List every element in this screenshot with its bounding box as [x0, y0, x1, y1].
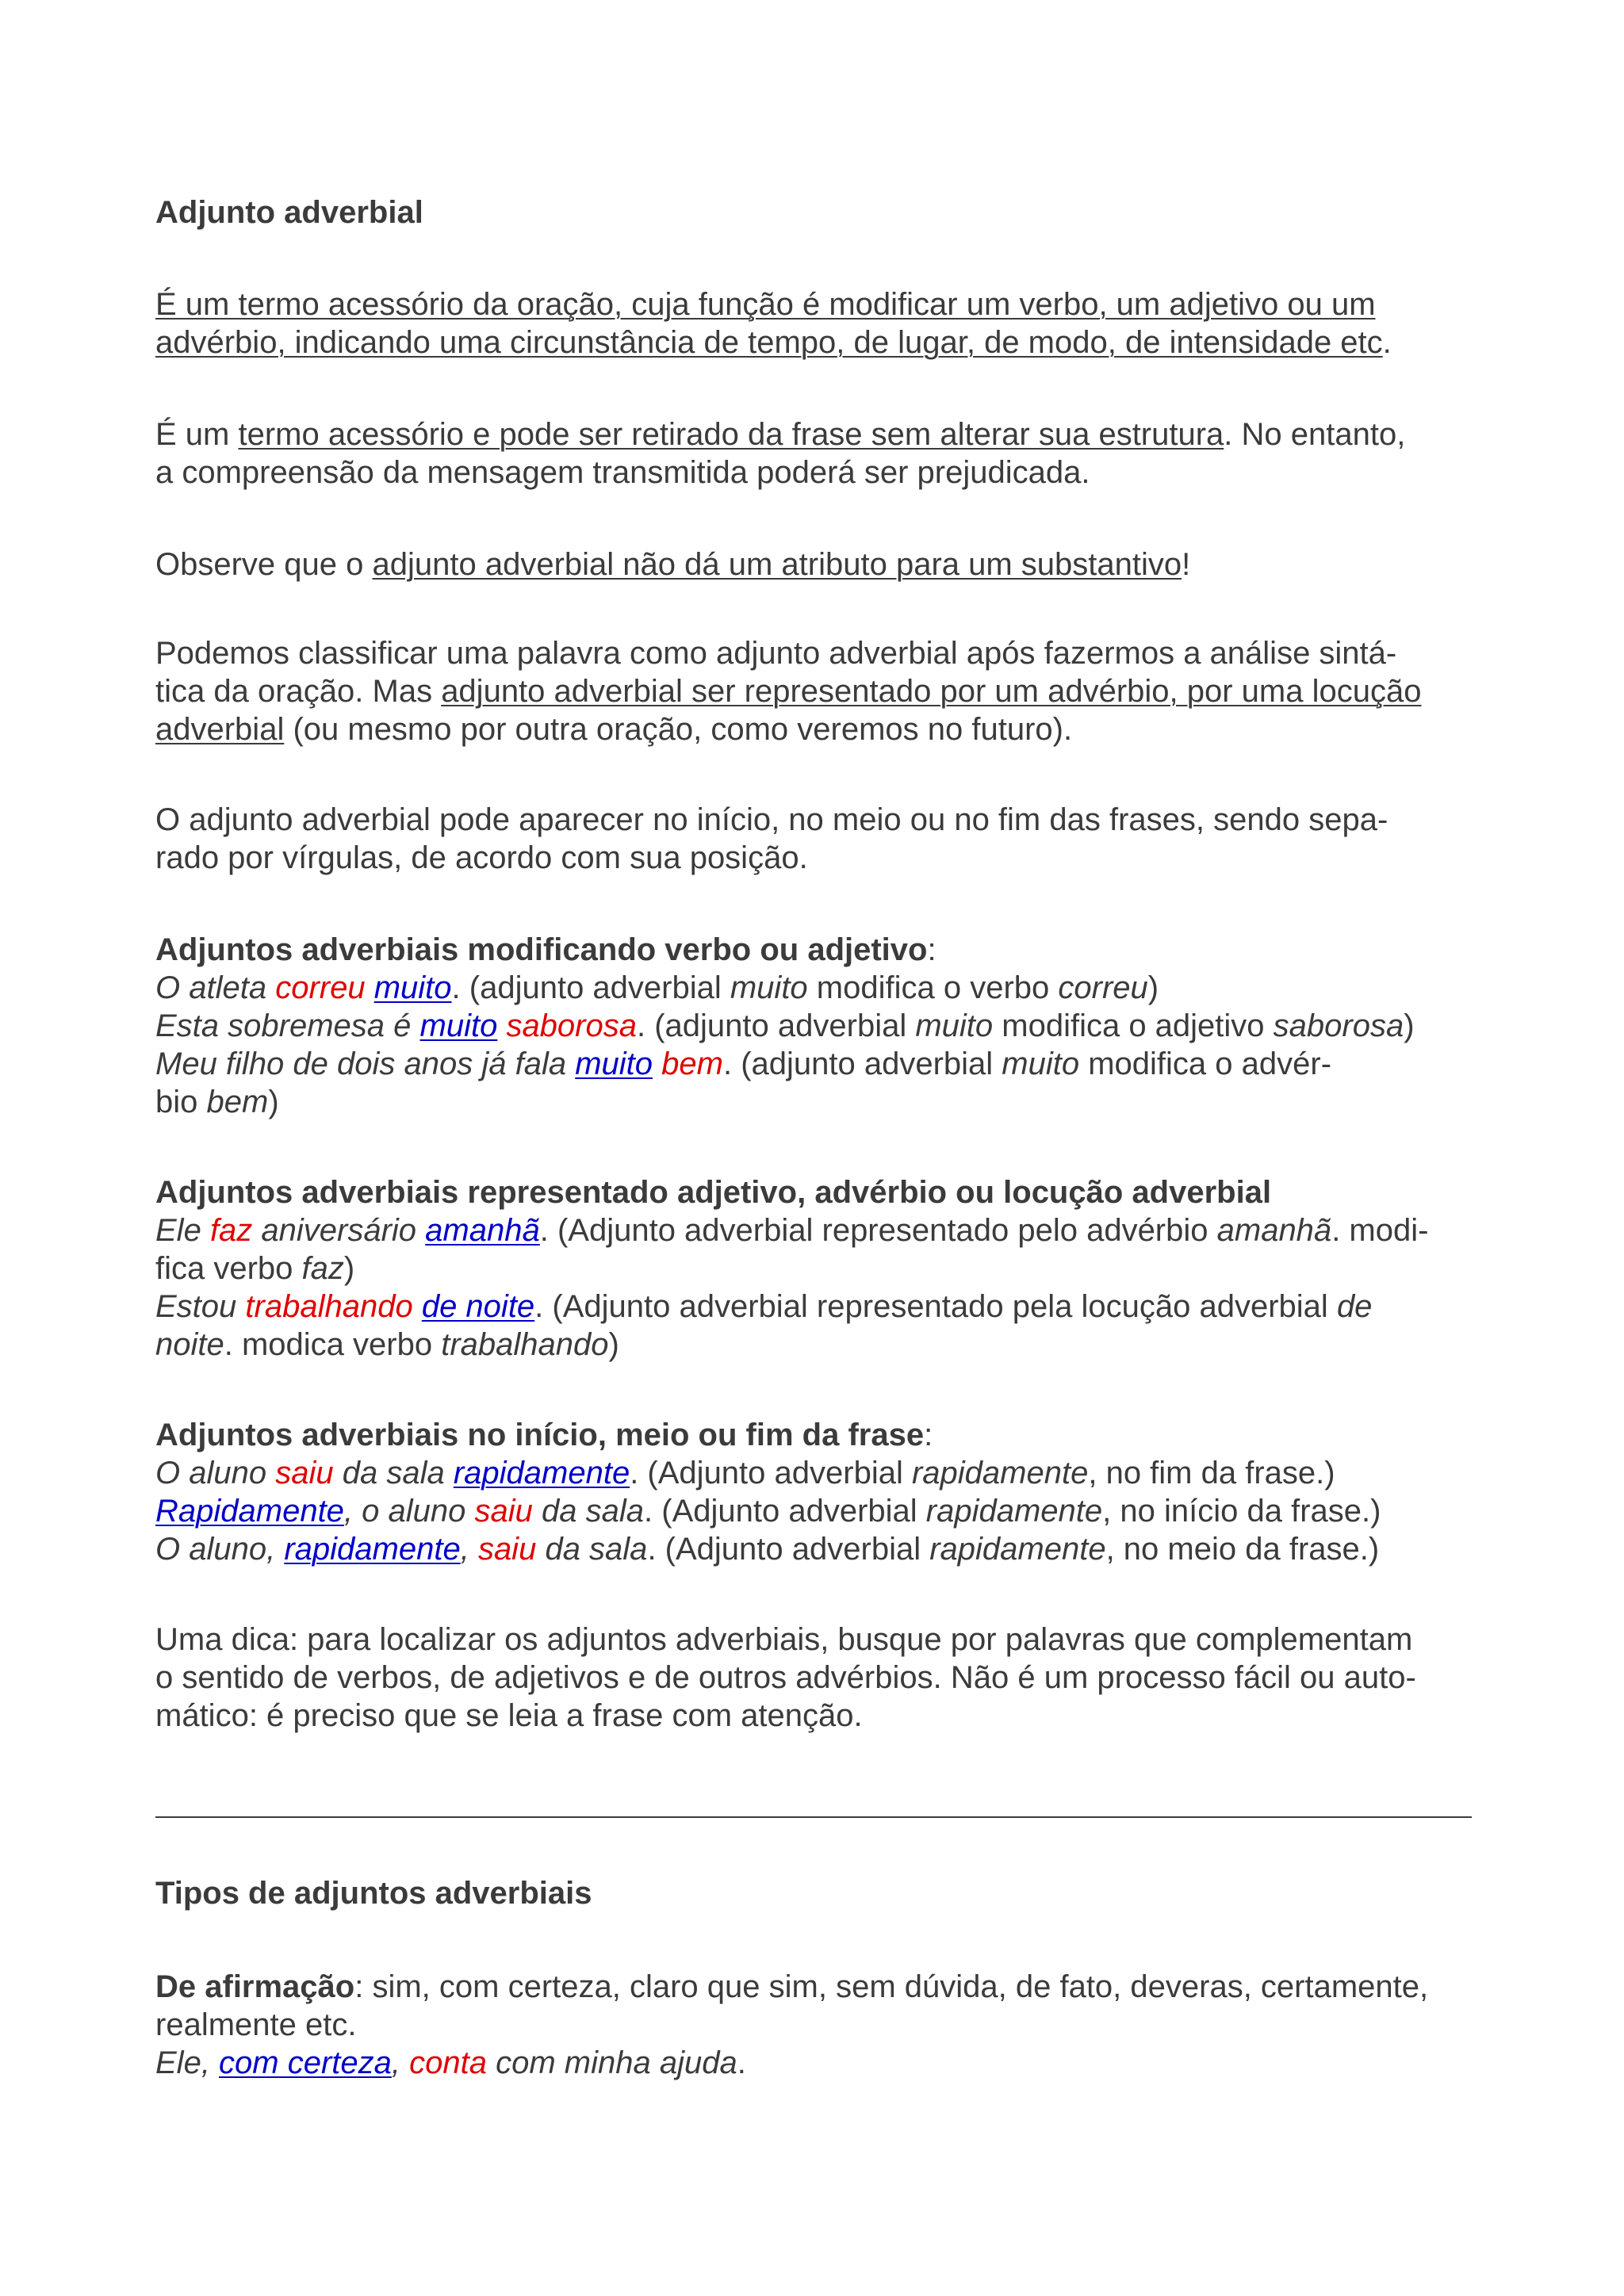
- definition-line-2: advérbio, indicando uma circunstância de tempo, de lugar, de modo, de intensidade etc: [155, 325, 1383, 360]
- affirmation-list: : sim, com certeza, claro que sim, sem dúvida, de fato, deveras, certamente,: [354, 1969, 1429, 2004]
- example-line: bio bem): [155, 1085, 279, 1119]
- paragraph-accessory: [155, 415, 1472, 492]
- page-title: Adjunto adverbial: [155, 195, 423, 230]
- paragraph-tip: [155, 1621, 1472, 1735]
- paragraph-position: [155, 801, 1472, 877]
- paragraph-observe: [155, 545, 1472, 584]
- affirmation-list-2: realmente etc.: [155, 2007, 357, 2042]
- section-title-types: Tipos de adjuntos adverbiais: [155, 1876, 592, 1911]
- section-modifying: [155, 931, 1472, 1121]
- heading-colon: :: [924, 1418, 933, 1452]
- accessory-line-2: a compreensão da mensagem transmitida poderá ser prejudicada.: [155, 455, 1090, 490]
- section-heading-position: Adjuntos adverbiais no início, meio ou fim da frase: [155, 1418, 925, 1452]
- classify-line-1: Podemos classificar uma palavra como adjunto adverbial após fazermos a análise sintá-: [155, 636, 1397, 671]
- section-heading-modifying: Adjuntos adverbiais modificando verbo ou adjetivo: [155, 932, 928, 967]
- section-heading-represented: Adjuntos adverbiais representado adjetivo, advérbio ou locução adverbial: [155, 1175, 1272, 1210]
- accessory-text-b: . No entanto,: [1224, 417, 1406, 452]
- example-line: noite. modica verbo trabalhando): [155, 1327, 619, 1362]
- section-affirmation: [155, 1968, 1472, 2082]
- heading-colon: :: [927, 932, 936, 967]
- example-line: Rapidamente, o aluno saiu da sala. (Adjunto adverbial rapidamente, no início da frase.): [155, 1494, 1381, 1529]
- observe-text-a: Observe que o: [155, 547, 373, 582]
- tip-line-1: Uma dica: para localizar os adjuntos adverbiais, busque por palavras que complementam: [155, 1622, 1413, 1657]
- accessory-text-a: É um: [155, 417, 239, 452]
- example-line: fica verbo faz): [155, 1251, 355, 1286]
- classify-line-2-underlined: adjunto adverbial ser representado por um advérbio, por uma locução: [441, 674, 1422, 709]
- paragraph-classify: [155, 634, 1472, 748]
- paragraph-definition: [155, 285, 1472, 362]
- example-line: Ele faz aniversário amanhã. (Adjunto adverbial representado pelo advérbio amanhã. modi-: [155, 1213, 1429, 1248]
- observe-text-b: !: [1182, 547, 1191, 582]
- accessory-underlined: termo acessório e pode ser retirado da frase sem alterar sua estrutura: [238, 417, 1224, 452]
- definition-line-1: É um termo acessório da oração, cuja função é modificar um verbo, um adjetivo ou um: [155, 287, 1376, 322]
- example-line: Meu filho de dois anos já fala muito bem. (adjunto adverbial muito modifica o advér-: [155, 1047, 1332, 1081]
- classify-line-2a: tica da oração. Mas: [155, 674, 442, 709]
- position-line-2: rado por vírgulas, de acordo com sua posição.: [155, 840, 808, 875]
- observe-underlined: adjunto adverbial não dá um atributo para um substantivo: [372, 547, 1182, 582]
- section-represented: [155, 1173, 1472, 1364]
- affirmation-heading: De afirmação: [155, 1969, 355, 2004]
- definition-period: .: [1382, 325, 1392, 360]
- classify-line-3b: (ou mesmo por outra oração, como veremos no futuro).: [284, 712, 1073, 747]
- example-line: Esta sobremesa é muito saborosa. (adjunto adverbial muito modifica o adjetivo saborosa): [155, 1008, 1415, 1043]
- position-line-1: O adjunto adverbial pode aparecer no início, no meio ou no fim das frases, sendo sepa-: [155, 802, 1388, 837]
- classify-line-3-underlined: adverbial: [155, 712, 285, 747]
- example-line: O atleta correu muito. (adjunto adverbial muito modifica o verbo correu): [155, 970, 1159, 1005]
- example-line: O aluno saiu da sala rapidamente. (Adjunto adverbial rapidamente, no fim da frase.): [155, 1456, 1335, 1490]
- tip-line-3: mático: é preciso que se leia a frase com atenção.: [155, 1698, 863, 1733]
- example-line: Estou trabalhando de noite. (Adjunto adverbial representado pela locução adverbial de: [155, 1289, 1373, 1324]
- example-line: Ele, com certeza, conta com minha ajuda.: [155, 2045, 746, 2080]
- tip-line-2: o sentido de verbos, de adjetivos e de outros advérbios. Não é um processo fácil ou auto-: [155, 1660, 1416, 1695]
- section-position-examples: [155, 1416, 1472, 1568]
- example-line: O aluno, rapidamente, saiu da sala. (Adjunto adverbial rapidamente, no meio da frase.): [155, 1532, 1380, 1567]
- horizontal-divider: [155, 1816, 1472, 1818]
